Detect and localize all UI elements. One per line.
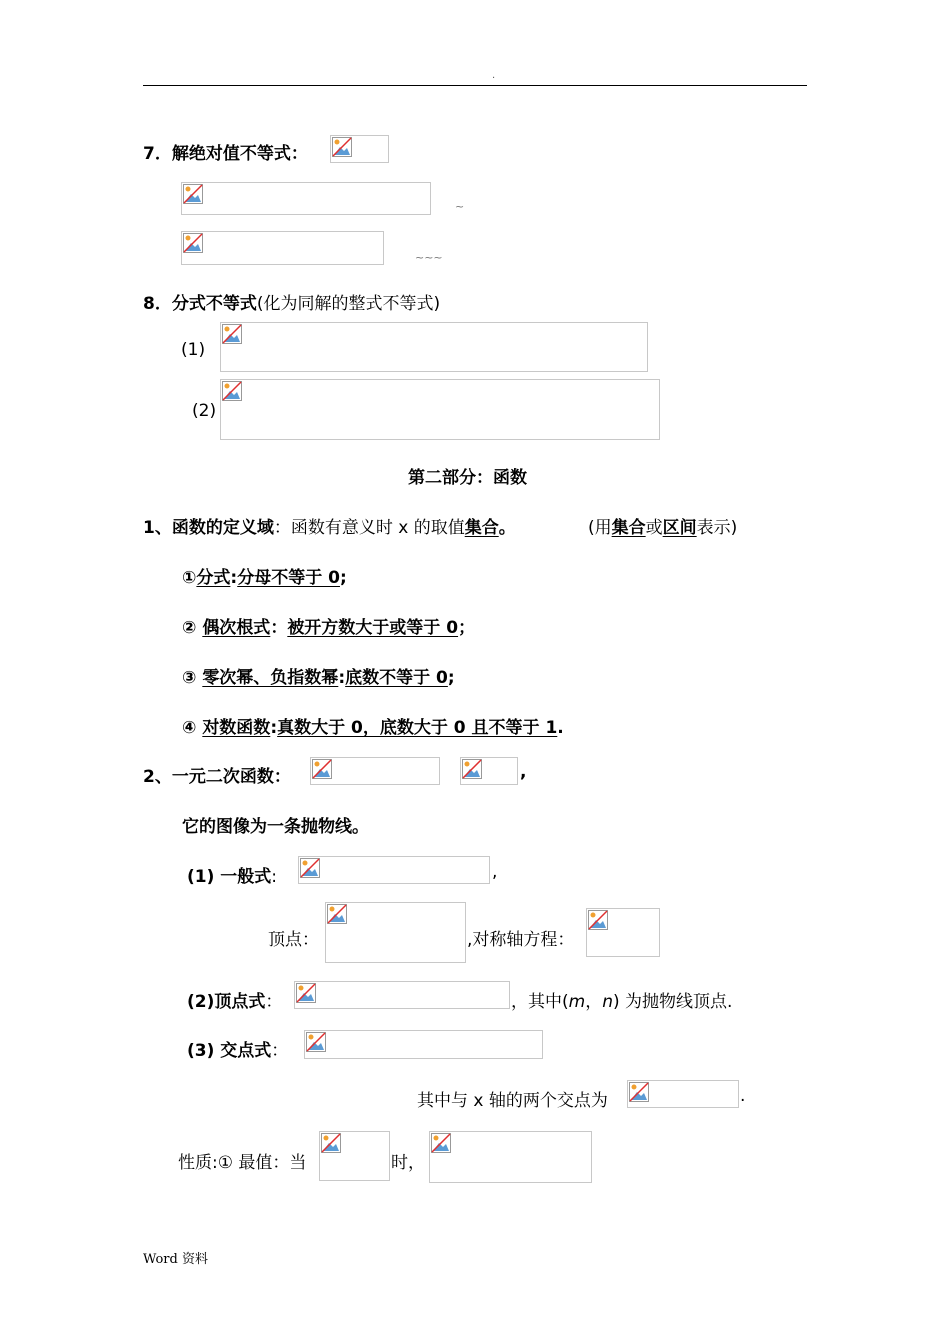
rule-1-mark: ①	[182, 568, 197, 588]
broken-image-icon	[222, 324, 242, 344]
tilde-mark-1: ~	[455, 200, 465, 213]
rule-3-term: 零次幂、负指数幂	[202, 668, 339, 688]
notation-set: 集合	[611, 518, 646, 538]
formula-image-3	[181, 231, 384, 265]
vertex-note-end: ) 为抛物线顶点.	[612, 992, 733, 1012]
vertex-form-label	[187, 987, 282, 1012]
paren-close: 表示)	[696, 518, 738, 538]
notation-or: 或	[645, 518, 663, 538]
axis-label: ,对称轴方程：	[467, 930, 575, 950]
intercept-form-title: (3) 交点式	[187, 1041, 272, 1061]
general-form-title: (1) 一般式	[187, 867, 272, 887]
formula-image-10	[586, 908, 660, 957]
when-label: 时，	[391, 1153, 425, 1173]
formula-image-8	[298, 856, 490, 884]
rule-4-term: 对数函数	[202, 718, 271, 738]
var-sep: ，	[585, 992, 603, 1012]
header-rule	[143, 85, 807, 86]
item-2-label: (2)	[192, 401, 217, 421]
rule-1-term: 分式	[196, 568, 231, 588]
quadratic-comma: ,	[520, 762, 527, 782]
broken-image-icon	[300, 858, 320, 878]
vertex-form-title: (2)顶点式	[187, 992, 266, 1012]
broken-image-icon	[629, 1082, 649, 1102]
vertex-note-mid: ，其中(	[511, 992, 569, 1012]
general-form-colon: :	[271, 867, 278, 887]
rule-3-end: ;	[447, 668, 455, 688]
formula-image-12	[304, 1030, 543, 1059]
property-label: 性质:① 最值：当	[178, 1153, 307, 1173]
paren-open: (用	[588, 518, 612, 538]
rule-4-condition: 真数大于 0，底数大于 0 且不等于 1	[277, 718, 558, 738]
formula-image-11	[294, 981, 510, 1009]
rule-4	[182, 713, 564, 738]
broken-image-icon	[296, 983, 316, 1003]
roots-label: 其中与 x 轴的两个交点为	[417, 1091, 608, 1111]
broken-image-icon	[588, 910, 608, 930]
rule-3-mark: ③	[182, 668, 203, 688]
tilde-mark-2: ~~~	[415, 251, 443, 264]
rule-2-term: 偶次根式	[202, 618, 271, 638]
rule-2-colon: ：	[270, 618, 288, 638]
broken-image-icon	[321, 1133, 341, 1153]
rule-2-mark: ②	[182, 618, 203, 638]
formula-image-1	[330, 135, 389, 163]
domain-period: 。	[498, 518, 516, 538]
header-mark: .	[492, 70, 496, 81]
section-8-title: 8．分式不等式	[143, 294, 257, 314]
rule-2	[182, 613, 475, 638]
formula-image-15	[429, 1131, 592, 1183]
domain-heading	[143, 513, 516, 538]
domain-notation	[588, 513, 737, 538]
domain-set: 集合	[464, 518, 499, 538]
footer-text: Word 资料	[143, 1252, 208, 1267]
rule-3	[182, 663, 455, 688]
var-n: n	[602, 992, 613, 1012]
broken-image-icon	[431, 1133, 451, 1153]
domain-lead: 1、函数的定义域	[143, 518, 274, 538]
rule-1	[182, 563, 347, 588]
vertex-note	[511, 987, 732, 1012]
formula-image-13	[627, 1080, 739, 1108]
intercept-form-colon: ：	[271, 1041, 289, 1061]
notation-interval: 区间	[662, 518, 697, 538]
broken-image-icon	[312, 759, 332, 779]
broken-image-icon	[462, 759, 482, 779]
formula-image-4	[220, 322, 648, 372]
vertex-form-colon: ：	[265, 992, 283, 1012]
formula-image-5	[220, 379, 660, 440]
general-form-label	[187, 862, 277, 887]
rule-4-mark: ④	[182, 718, 203, 738]
broken-image-icon	[222, 381, 242, 401]
rule-3-colon: :	[338, 668, 346, 688]
part-2-title: 第二部分：函数	[408, 468, 527, 488]
quadratic-lead: 2、一元二次函数：	[143, 767, 291, 787]
formula-image-2	[181, 182, 431, 215]
rule-1-colon: :	[230, 568, 238, 588]
parabola-desc: 它的图像为一条抛物线。	[182, 817, 369, 837]
general-form-comma: ,	[492, 862, 498, 882]
rule-4-end: .	[557, 718, 564, 738]
var-m: m	[568, 992, 586, 1012]
vertex-label: 顶点：	[268, 930, 319, 950]
broken-image-icon	[327, 904, 347, 924]
section-8-heading	[143, 289, 440, 314]
broken-image-icon	[183, 233, 203, 253]
section-7-title: 7．解绝对值不等式：	[143, 144, 308, 164]
formula-image-6	[310, 757, 440, 785]
item-1-label: (1)	[181, 340, 206, 360]
rule-2-end: ；	[458, 618, 476, 638]
rule-1-end: ;	[339, 568, 347, 588]
rule-4-colon: :	[270, 718, 278, 738]
rule-3-condition: 底数不等于 0	[345, 668, 448, 688]
broken-image-icon	[306, 1032, 326, 1052]
formula-image-7	[460, 757, 518, 785]
broken-image-icon	[332, 137, 352, 157]
formula-image-9	[325, 902, 466, 963]
domain-desc: 函数有意义时 x 的取值	[290, 518, 465, 538]
rule-2-condition: 被开方数大于或等于 0	[287, 618, 459, 638]
broken-image-icon	[183, 184, 203, 204]
roots-end: .	[740, 1086, 746, 1106]
section-8-note: (化为同解的整式不等式)	[256, 294, 441, 314]
formula-image-14	[319, 1131, 390, 1181]
domain-colon: ：	[273, 518, 291, 538]
rule-1-condition: 分母不等于 0	[237, 568, 340, 588]
intercept-form-label	[187, 1036, 288, 1061]
